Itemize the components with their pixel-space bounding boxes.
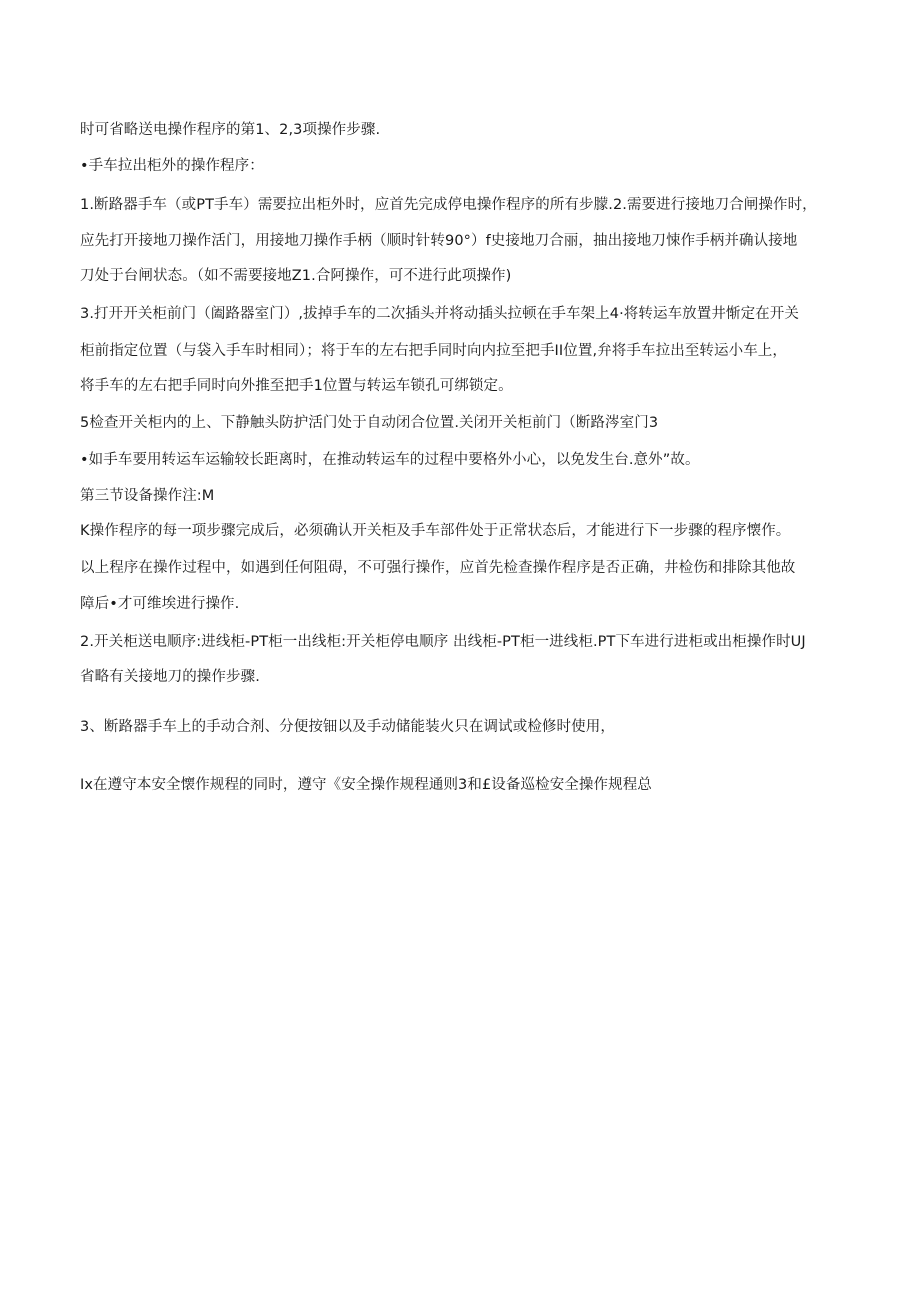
text-line: •如手车要用转运车运输较长距离时，在推动转运车的过程中要格外小心，以免发生台.意外”故。 [80, 452, 700, 468]
text-line: 柜前指定位置（与袋入手车时相同）；将于车的左右把手同时向内拉至把手II位置,弁将手车拉出至转运小车上， [80, 343, 788, 359]
text-line: 2.开关柜送电顺序:进线柜-PT柜一出线柜:开关柜停电顺序 出线柜-PT柜一进线柜.PT下车进行进柜或出柜操作时UJ [80, 634, 806, 650]
text-line: 以上程序在操作过程中，如遇到任何阻碍，不可强行操作，应首先检查操作程序是否正确，井检伤和排除其他故 [80, 560, 796, 576]
text-line: 将手车的左右把手同时向外推至把手1位置与转运车锁孔可绑锁定。 [80, 378, 513, 394]
text-line: 3.打开开关柜前门（阖路器室门）,拔掉手车的二次插头并将动插头拉顿在手车架上4·将转运车放置井惭定在开关 [80, 306, 799, 322]
text-line: 省略有关接地刀的操作步骤. [80, 669, 260, 685]
text-line: 刀处于台闸状态。（如不需要接地Z1.合阿操作，可不进行此项操作) [80, 268, 512, 284]
text-line: 5检查开关柜内的上、下静触头防护活门处于自动闭合位置.关闭开关柜前门（断路涔室门3 [80, 415, 659, 431]
text-line: 时可省略送电操作程序的第1、2,3项操作步骤. [80, 122, 381, 138]
text-line: K操作程序的每一项步骤完成后，必须确认开关柜及手车部件处于正常状态后，才能进行下一步骤的程序懐作。 [80, 523, 791, 539]
text-line: •手车拉出柜外的操作程序： [80, 158, 264, 174]
text-line: 障后•才可维埃进行操作. [80, 596, 240, 612]
text-line: 应先打开接地刀操作活门，用接地刀操作手柄（顺时针转90°）f史接地刀合丽，抽出接地刀悚作手柄并确认接地 [80, 233, 798, 249]
text-line: 3、断路器手车上的手动合剂、分便按钿以及手动储能装火只在调试或检修时使用， [80, 719, 615, 735]
section-heading: 第三节设备操作注:M [80, 488, 215, 504]
text-line: Ix在遵守本安全懐作规程的同时，遵守《安全操作规程通则3和£设备巡检安全操作规程总 [80, 777, 652, 793]
text-line: 1.断路器手车（或PT手车）需要拉出柜外时，应首先完成停电操作程序的所有步朦.2.需要进行接地刀合闸操作时， [80, 197, 817, 213]
